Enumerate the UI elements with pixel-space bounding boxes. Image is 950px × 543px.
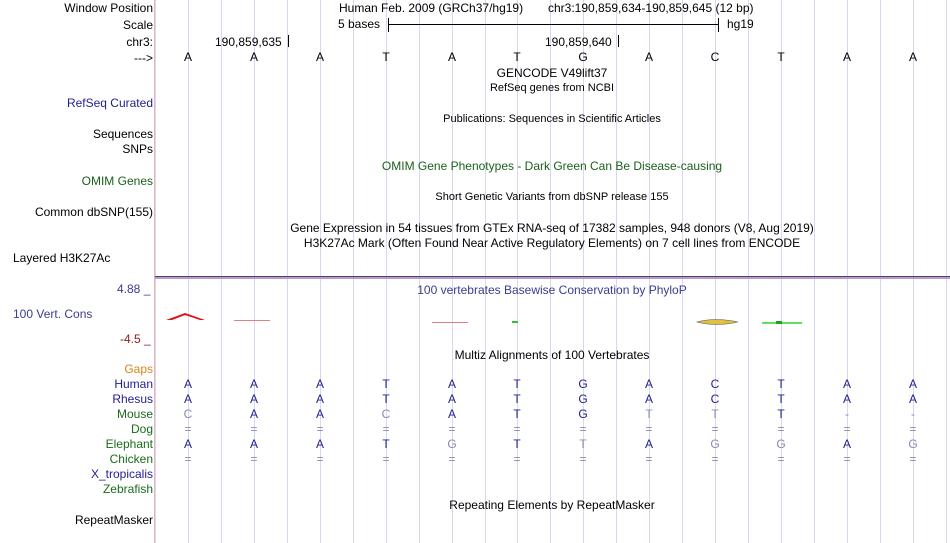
multiz-track-title[interactable]: Multiz Alignments of 100 Vertebrates (454, 348, 650, 362)
h3k27ac-track-title[interactable]: H3K27Ac Mark (Often Found Near Active Regulatory Elements) on 7 cell lines from ENCODE (303, 236, 801, 250)
species-base: A (183, 392, 192, 406)
species-base: A (249, 377, 258, 391)
species-base: = (579, 422, 587, 436)
species-base: C (183, 407, 193, 421)
species-base: = (382, 452, 390, 466)
species-base: A (249, 392, 258, 406)
species-label[interactable]: X_tropicalis (90, 467, 153, 481)
layered-h3k27ac-label[interactable]: Layered H3K27Ac (13, 251, 111, 265)
base-letter: A (249, 50, 258, 64)
species-base: = (777, 452, 785, 466)
species-base: T (513, 392, 521, 406)
coordinate-tick-2 (618, 35, 619, 47)
grid-line (814, 0, 815, 543)
species-base: - (911, 407, 915, 421)
species-base: A (644, 437, 653, 451)
coordinate-tick-1 (288, 35, 289, 47)
species-base: = (909, 422, 917, 436)
species-base: = (513, 452, 521, 466)
scale-bar-right-cap (718, 18, 719, 32)
species-base: = (184, 422, 192, 436)
grid-line (616, 0, 617, 543)
snps-label[interactable]: SNPs (122, 142, 153, 156)
species-base: T (579, 437, 587, 451)
species-base: T (777, 407, 785, 421)
omim-genes-label[interactable]: OMIM Genes (81, 174, 153, 188)
assembly-name[interactable]: Human Feb. 2009 (GRCh37/hg19) (339, 1, 524, 15)
base-letter: T (513, 50, 521, 64)
base-letter: A (183, 50, 192, 64)
base-letter: A (644, 50, 653, 64)
species-label[interactable]: Rhesus (112, 392, 153, 406)
phylop-mark-9 (697, 320, 738, 325)
label-column-divider (154, 0, 155, 543)
species-base: = (448, 452, 456, 466)
scale-value: 5 bases (338, 17, 381, 31)
scale-bar-left-cap (388, 18, 389, 32)
grid-line (155, 0, 156, 543)
species-base: - (845, 407, 849, 421)
base-letter: T (777, 50, 785, 64)
species-base: A (315, 392, 324, 406)
species-base: T (711, 407, 719, 421)
species-base: A (249, 437, 258, 451)
grid-line (880, 0, 881, 543)
window-position-label: Window Position (64, 1, 153, 15)
phylop-mark-10-peak (776, 321, 782, 324)
species-base: = (316, 422, 324, 436)
scale-bar (388, 24, 719, 25)
species-base: C (710, 377, 720, 391)
species-base: = (843, 452, 851, 466)
base-letter: A (447, 50, 456, 64)
base-letter: C (710, 50, 720, 64)
base-letter: A (842, 50, 851, 64)
base-letter: T (382, 50, 390, 64)
species-label[interactable]: Dog (130, 422, 153, 436)
track-separator (155, 276, 950, 279)
species-base: = (843, 422, 851, 436)
species-base: = (645, 422, 653, 436)
species-base: C (381, 407, 391, 421)
species-base: C (710, 392, 720, 406)
species-base: A (842, 392, 851, 406)
species-base: T (382, 392, 390, 406)
grid-line (353, 0, 354, 543)
omim-track-title[interactable]: OMIM Gene Phenotypes - Dark Green Can Be Disease-causing (381, 159, 723, 173)
species-base: G (908, 437, 918, 451)
species-label[interactable]: Zebrafish (102, 482, 153, 496)
refseq-curated-label[interactable]: RefSeq Curated (66, 96, 153, 110)
species-base: A (644, 377, 653, 391)
refseq-track-title[interactable]: RefSeq genes from NCBI (489, 82, 615, 94)
species-base: A (249, 407, 258, 421)
vert-cons-label[interactable]: 100 Vert. Cons (13, 307, 93, 321)
scale-label: Scale (122, 18, 153, 32)
grid-line (221, 0, 222, 543)
base-letter: A (908, 50, 917, 64)
sequences-label[interactable]: Sequences (92, 127, 153, 141)
species-base: A (908, 377, 917, 391)
species-base: T (645, 407, 653, 421)
species-base: = (711, 422, 719, 436)
species-base: T (513, 407, 521, 421)
species-base: T (777, 377, 785, 391)
species-base: G (710, 437, 720, 451)
species-base: = (382, 422, 390, 436)
grid-line (748, 0, 749, 543)
strand-arrow-label[interactable]: ---> (134, 51, 153, 65)
grid-line (682, 0, 683, 543)
phylop-max-value: 4.88 _ (117, 282, 151, 296)
species-base: A (908, 392, 917, 406)
grid-line (485, 0, 486, 543)
grid-line (287, 0, 288, 543)
species-base: A (183, 377, 192, 391)
species-base: T (382, 437, 390, 451)
species-base: A (842, 437, 851, 451)
repeatmasker-track-title[interactable]: Repeating Elements by RepeatMasker (449, 498, 655, 512)
species-base: G (578, 377, 588, 391)
scale-db: hg19 (727, 17, 754, 31)
phylop-mark-6 (512, 321, 518, 323)
phylop-mark-5 (432, 322, 468, 323)
species-base: A (315, 377, 324, 391)
species-base: T (382, 377, 390, 391)
species-base: = (579, 452, 587, 466)
phylop-track-title[interactable]: 100 vertebrates Basewise Conservation by PhyloP (417, 283, 687, 297)
phylop-conservation-plot (160, 308, 950, 334)
species-base: = (513, 422, 521, 436)
species-base: = (645, 452, 653, 466)
species-label[interactable]: Human (114, 377, 153, 391)
species-base: = (184, 452, 192, 466)
base-letter: A (315, 50, 324, 64)
species-base: T (777, 392, 785, 406)
species-label[interactable]: Mouse (116, 407, 153, 421)
phylop-peak-1 (166, 313, 205, 320)
phylop-min-value: -4.5 _ (120, 332, 151, 346)
species-base: = (909, 452, 917, 466)
gaps-label[interactable]: Gaps (124, 362, 153, 376)
dbsnp-track-title[interactable]: Short Genetic Variants from dbSNP release 155 (435, 191, 669, 203)
publications-track-title[interactable]: Publications: Sequences in Scientific Articles (443, 113, 661, 125)
phylop-mark-2 (234, 320, 270, 321)
species-base: = (448, 422, 456, 436)
species-base: G (578, 392, 588, 406)
species-base: = (316, 452, 324, 466)
species-base: = (711, 452, 719, 466)
species-base: = (250, 452, 258, 466)
species-base: G (776, 437, 786, 451)
species-base: A (183, 437, 192, 451)
species-base: G (578, 407, 588, 421)
chrom-label[interactable]: chr3: (126, 35, 153, 49)
species-base: T (513, 377, 521, 391)
species-base: = (777, 422, 785, 436)
species-label[interactable]: Elephant (105, 437, 153, 451)
species-base: A (644, 392, 653, 406)
coordinate-label-2: 190,859,640 (545, 35, 612, 49)
grid-line (419, 0, 420, 543)
species-base: = (250, 422, 258, 436)
coordinate-label-1: 190,859,635 (215, 35, 282, 49)
species-base: A (447, 392, 456, 406)
species-base: A (447, 407, 456, 421)
species-base: G (447, 437, 457, 451)
grid-line (946, 0, 947, 543)
species-base: A (315, 437, 324, 451)
gencode-track-title[interactable]: GENCODE V49lift37 (496, 66, 608, 80)
common-dbsnp-label[interactable]: Common dbSNP(155) (34, 205, 153, 219)
species-base: A (842, 377, 851, 391)
repeatmasker-label[interactable]: RepeatMasker (74, 513, 153, 527)
species-label[interactable]: Chicken (109, 452, 153, 466)
base-letter: G (578, 50, 588, 64)
window-position-value[interactable]: chr3:190,859,634-190,859,645 (12 bp) (548, 1, 754, 15)
gtex-track-title[interactable]: Gene Expression in 54 tissues from GTEx RNA-seq of 17382 samples, 948 donors (V8, Aug 2019) (290, 221, 814, 235)
species-base: A (447, 377, 456, 391)
species-base: T (513, 437, 521, 451)
species-base: A (315, 407, 324, 421)
